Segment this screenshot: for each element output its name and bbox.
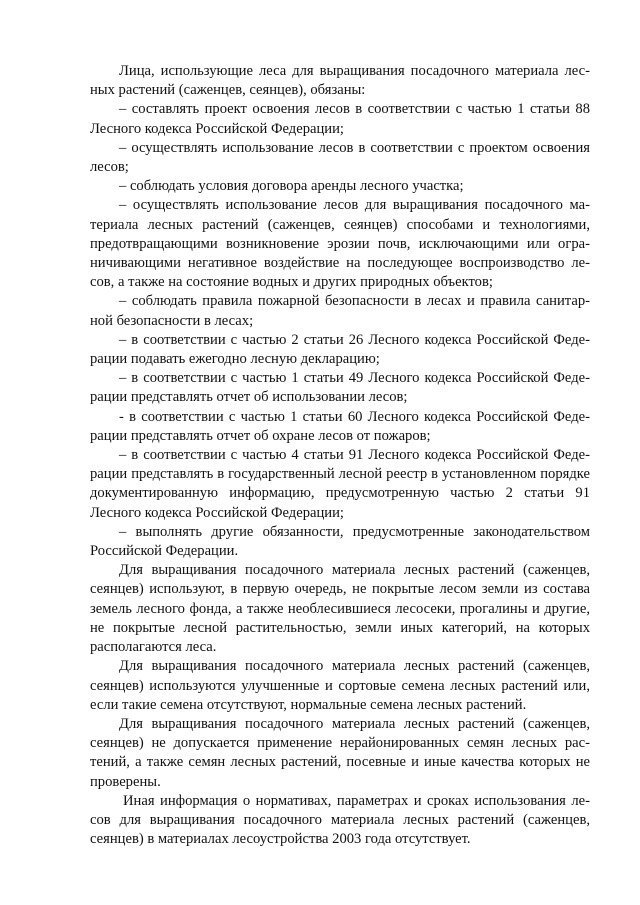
document-body [90,62,590,849]
list-item-fire-safety: – соблюдать правила пожарной безопасности в лесах и правила санитарной безопасности в лесах; [90,293,590,329]
list-item-registry: – в соответствии с частью 4 статьи 91 Лесного кодекса Российской Федерации представлять в государственный лесной реестр в установленном порядке документированную информацию, предусмотренную частью 2 статьи 91 Лесного кодекса Российской Федерации; [90,447,590,521]
list-item-use-report: – в соответствии с частью 1 статьи 49 Лесного кодекса Российской Федерации представлять отчет об использовании лесов; [90,370,590,406]
list-item-declaration: – в соответствии с частью 2 статьи 26 Лесного кодекса Российской Федерации подавать ежегодно лесную декларацию; [90,331,590,368]
list-item-other-duties: – выполнять другие обязанности, предусмотренные законодательством Российской Федерации. [90,523,590,560]
paragraph-other-info: Иная информация о нормативах, параметрах и сроках использования лесов для выращивания посадочного материала лесных растений (саженцев, сеянцев) в материалах лесоустройства 2003 года отсутствует. [90,792,590,848]
paragraph-seeds: Для выращивания посадочного материала лесных растений (саженцев, сеянцев) используются улучшенные и сортовые семена лесных растений или, если такие семена отсутствуют, нормальные семена лесных растений. [90,658,590,713]
paragraph-lands: Для выращивания посадочного материала лесных растений (саженцев, сеянцев) используют, в первую очередь, не покрытые лесом земли из состава земель лесного фонда, а также необлесившиеся лесосеки, прогалины и другие, не покрытые лесной растительностью, земли иных категорий, на которых располагаются леса. [90,562,590,656]
list-item-use-by-project: – осуществлять использование лесов в соответствии с проектом освоения лесов; [90,139,590,176]
list-item-fire-report: - в соответствии с частью 1 статьи 60 Лесного кодекса Российской Федерации представлять отчет об охране лесов от пожаров; [90,408,590,444]
list-item-lease-terms: – соблюдать условия договора аренды лесного участка; [119,178,464,195]
paragraph-intro: Лица, использующие леса для выращивания посадочного материала лесных растений (саженцев, сеянцев), обязаны: [90,63,590,99]
list-item-project: – составлять проект освоения лесов в соответствии с частью 1 статьи 88 Лесного кодекса Российской Федерации; [90,101,590,137]
list-item-methods: – осуществлять использование лесов для выращивания посадочного материала лесных растений (саженцев, сеянцев) способами и технологиями, предотвращающими возникновение эрозии почв, исключающими или ограничивающими негативное воздействие на последующее воспроизводство лесов, а также на состояние водных и других природных объектов; [90,197,590,291]
paragraph-restrictions: Для выращивания посадочного материала лесных растений (саженцев, сеянцев) не допускается применение нерайонированных семян лесных растений, а также семян лесных растений, посевные и иные качества которых не проверены. [90,715,590,790]
